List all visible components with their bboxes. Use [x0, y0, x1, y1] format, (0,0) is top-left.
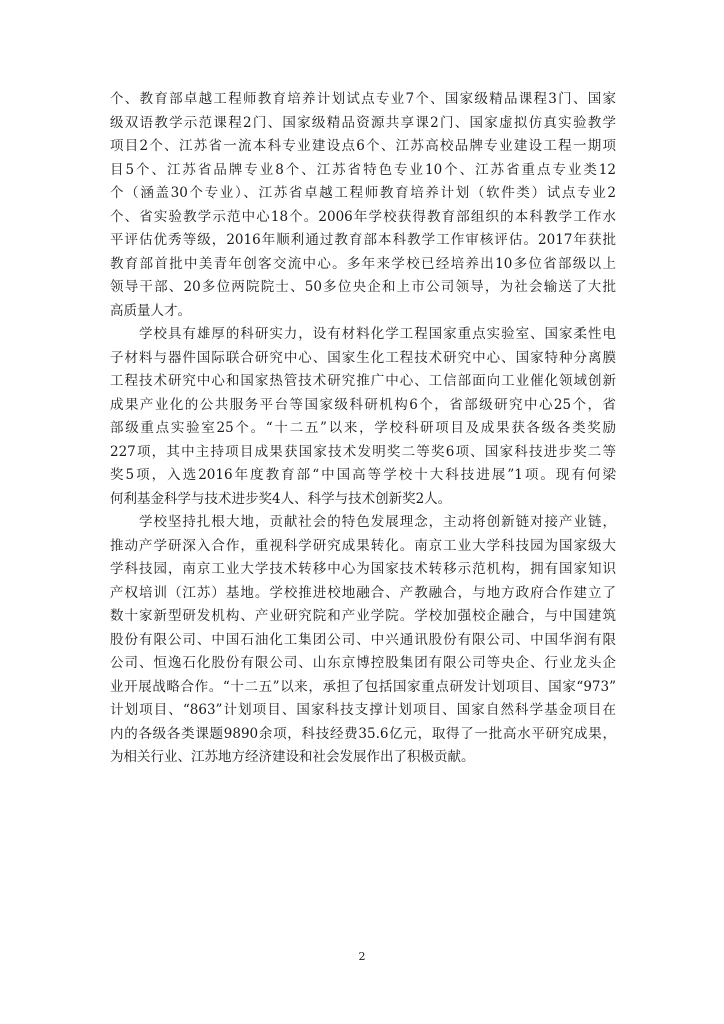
- text-line: 何利基金科学与技术进步奖4人、科学与技术创新奖2人。: [110, 490, 452, 507]
- text-line: 学科技园，南京工业大学技术转移中心为国家技术转移示范机构，拥有国家知识: [110, 561, 616, 577]
- text-line: 数十家新型研发机构、产业研究院和产业学院。学校加强校企融合，与中国建筑: [110, 608, 616, 624]
- text-line: 子材料与器件国际联合研究中心、国家生化工程技术研究中心、国家特种分离膜: [110, 349, 616, 366]
- text-line: 工程技术研究中心和国家热管技术研究推广中心、工信部面向工业催化领域创新: [110, 373, 616, 389]
- text-line: 奖5项，入选2016年度教育部“中国高等学校十大科技进展”1项。现有何梁: [110, 467, 616, 483]
- text-line: 领导干部、20多位两院院士、50多位央企和上市公司领导，为社会输送了大批: [110, 279, 616, 295]
- text-line: 推动产学研深入合作，重视科学研究成果转化。南京工业大学科技园为国家级大: [110, 537, 616, 554]
- text-line: 级双语教学示范课程2门、国家级精品资源共享课2门、国家虚拟仿真实验教学: [110, 114, 616, 131]
- text-line: 为相关行业、江苏地方经济建设和社会发展作出了积极贡献。: [110, 749, 475, 765]
- body-text: [110, 88, 616, 770]
- text-line: 高质量人才。: [110, 302, 191, 319]
- text-line: 业开展战略合作。“十二五”以来，承担了包括国家重点研发计划项目、国家“973”: [110, 678, 616, 695]
- text-line: 学校坚持扎根大地，贡献社会的特色发展理念，主动将创新链对接产业链，: [110, 514, 616, 530]
- text-line: 项目2个、江苏省一流本科专业建设点6个、江苏高校品牌专业建设工程一期项: [110, 138, 616, 154]
- text-line: 教育部首批中美青年创客交流中心。多年来学校已经培养出10多位省部级以上: [110, 255, 616, 272]
- text-line: 平评估优秀等级，2016年顺利通过教育部本科教学工作审核评估。2017年获批: [110, 232, 616, 248]
- page-number: 2: [358, 950, 366, 963]
- text-line: 计划项目、“863”计划项目、国家科技支撑计划项目、国家自然科学基金项目在: [110, 702, 616, 718]
- text-line: 产权培训（江苏）基地。学校推进校地融合、产教融合，与地方政府合作建立了: [110, 584, 616, 601]
- text-line: 公司、恒逸石化股份有限公司、山东京博控股集团有限公司等央企、行业龙头企: [110, 655, 616, 671]
- text-line: 成果产业化的公共服务平台等国家级科研机构6个，省部级研究中心25个，省: [110, 396, 616, 413]
- text-line: 学校具有雄厚的科研实力，设有材料化学工程国家重点实验室、国家柔性电: [110, 326, 616, 342]
- text-line: 个、省实验教学示范中心18个。2006年学校获得教育部组织的本科教学工作水: [110, 208, 616, 225]
- text-line: 个、教育部卓越工程师教育培养计划试点专业7个、国家级精品课程3门、国家: [110, 91, 616, 107]
- text-line: 个（涵盖30个专业）、江苏省卓越工程师教育培养计划（软件类）试点专业2: [110, 185, 616, 201]
- text-line: 股份有限公司、中国石油化工集团公司、中兴通讯股份有限公司、中国华润有限: [110, 631, 616, 648]
- text-line: 目5个、江苏省品牌专业8个、江苏省特色专业10个、江苏省重点专业类12: [110, 161, 616, 178]
- text-line: 内的各级各类课题9890余项，科技经费35.6亿元，取得了一批高水平研究成果，: [110, 725, 616, 742]
- text-line: 部级重点实验室25个。“十二五”以来，学校科研项目及成果获各级各类奖励: [110, 420, 616, 436]
- text-line: 227项，其中主持项目成果获国家技术发明奖二等奖6项、国家科技进步奖二等: [110, 443, 616, 460]
